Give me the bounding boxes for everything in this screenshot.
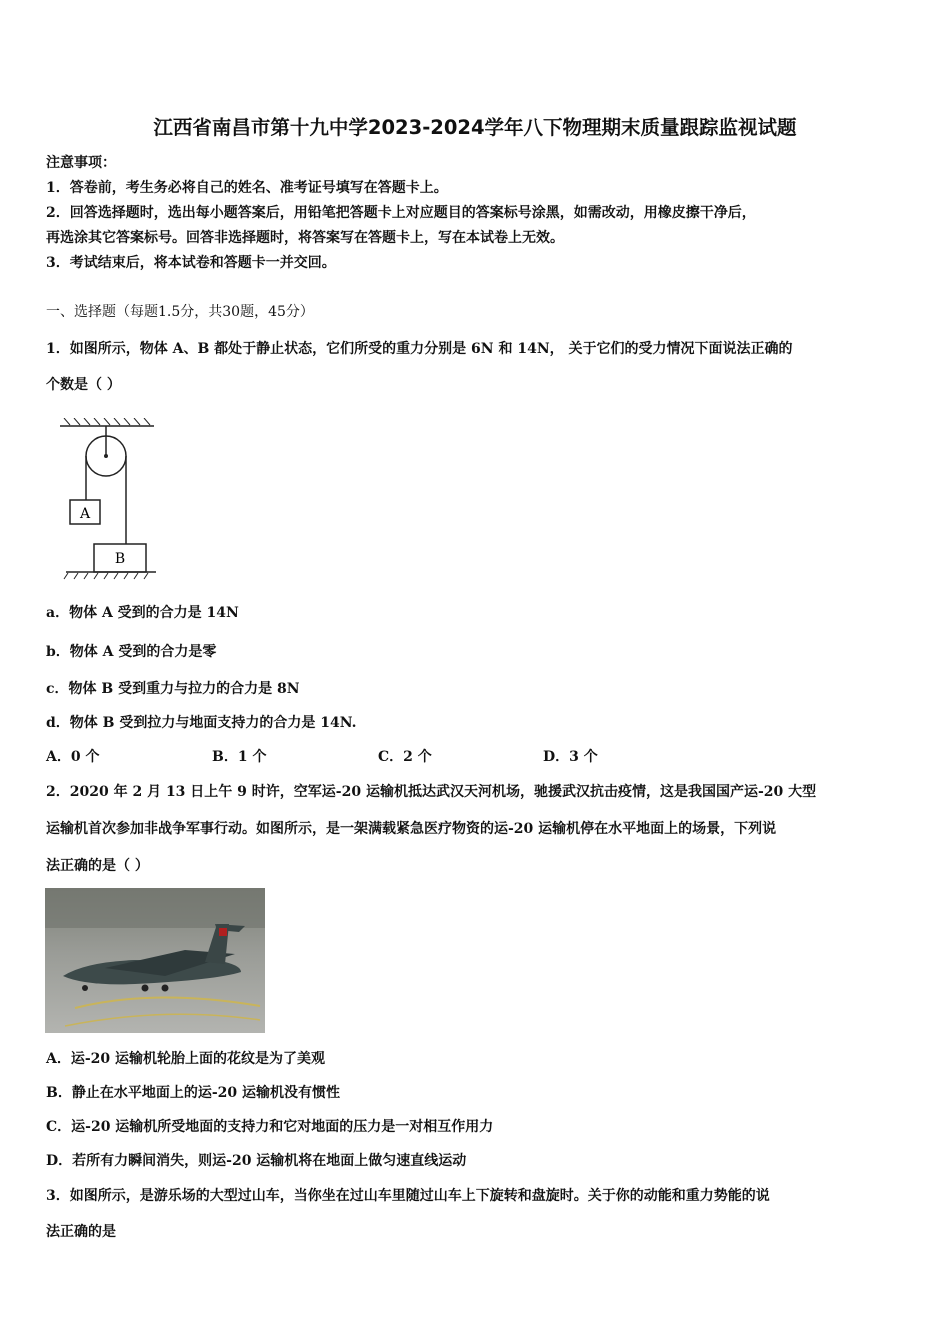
question-2-stem: 运输机首次参加非战争军事行动。如图所示，是一架满载紧急医疗物资的运-20 运输机停在水平地面上的场景，下列说 (46, 821, 777, 837)
question-2-stem: 法正确的是（ ） (46, 858, 149, 874)
question-1-stem: 1．如图所示，物体 A、B 都处于静止状态，它们所受的重力分别是 6N 和 14N， 关于它们的受力情况下面说法正确的 (46, 341, 793, 357)
section-heading: 一、选择题（每题1.5分，共30题，45分） (46, 304, 314, 320)
notice-heading: 注意事项： (46, 155, 116, 171)
question-1-stem: 个数是（ ） (46, 377, 121, 393)
q2-option-b: B．静止在水平地面上的运-20 运输机没有惯性 (46, 1085, 340, 1101)
pulley-figure (60, 418, 160, 580)
q1-option-b: B．1 个 (212, 749, 267, 765)
statement-a: a．物体 A 受到的合力是 14N (46, 605, 239, 621)
q2-option-d: D．若所有力瞬间消失，则运-20 运输机将在地面上做匀速直线运动 (46, 1153, 467, 1169)
q2-option-a: A．运-20 运输机轮胎上面的花纹是为了美观 (46, 1051, 326, 1067)
notice-item: 再选涂其它答案标号。回答非选择题时，将答案写在答题卡上，写在本试卷上无效。 (46, 230, 564, 246)
q1-option-c: C．2 个 (378, 749, 432, 765)
question-3-stem: 法正确的是 (46, 1224, 116, 1240)
exam-title: 江西省南昌市第十九中学2023-2024学年八下物理期末质量跟踪监视试题 (153, 116, 797, 139)
block-a-label: A (79, 506, 91, 522)
q1-option-d: D．3 个 (543, 749, 598, 765)
block-b-label: B (114, 551, 126, 567)
aircraft-photo (45, 888, 265, 1033)
notice-item: 2．回答选择题时，选出每小题答案后，用铅笔把答题卡上对应题目的答案标号涂黑，如需改动，用橡皮擦干净后， (46, 205, 756, 221)
statement-c: c．物体 B 受到重力与拉力的合力是 8N (46, 681, 300, 697)
q1-option-a: A．0 个 (46, 749, 100, 765)
q2-option-c: C．运-20 运输机所受地面的支持力和它对地面的压力是一对相互作用力 (46, 1119, 494, 1135)
statement-b: b．物体 A 受到的合力是零 (46, 644, 217, 660)
question-2-stem: 2．2020 年 2 月 13 日上午 9 时许，空军运-20 运输机抵达武汉天河机场，驰援武汉抗击疫情，这是我国国产运-20 大型 (46, 784, 817, 800)
statement-d: d．物体 B 受到拉力与地面支持力的合力是 14N. (46, 715, 357, 731)
notice-item: 3．考试结束后，将本试卷和答题卡一并交回。 (46, 255, 336, 271)
question-3-stem: 3．如图所示，是游乐场的大型过山车，当你坐在过山车里随过山车上下旋转和盘旋时。关于你的动能和重力势能的说 (46, 1188, 770, 1204)
notice-item: 1．答卷前，考生务必将自己的姓名、准考证号填写在答题卡上。 (46, 180, 448, 196)
